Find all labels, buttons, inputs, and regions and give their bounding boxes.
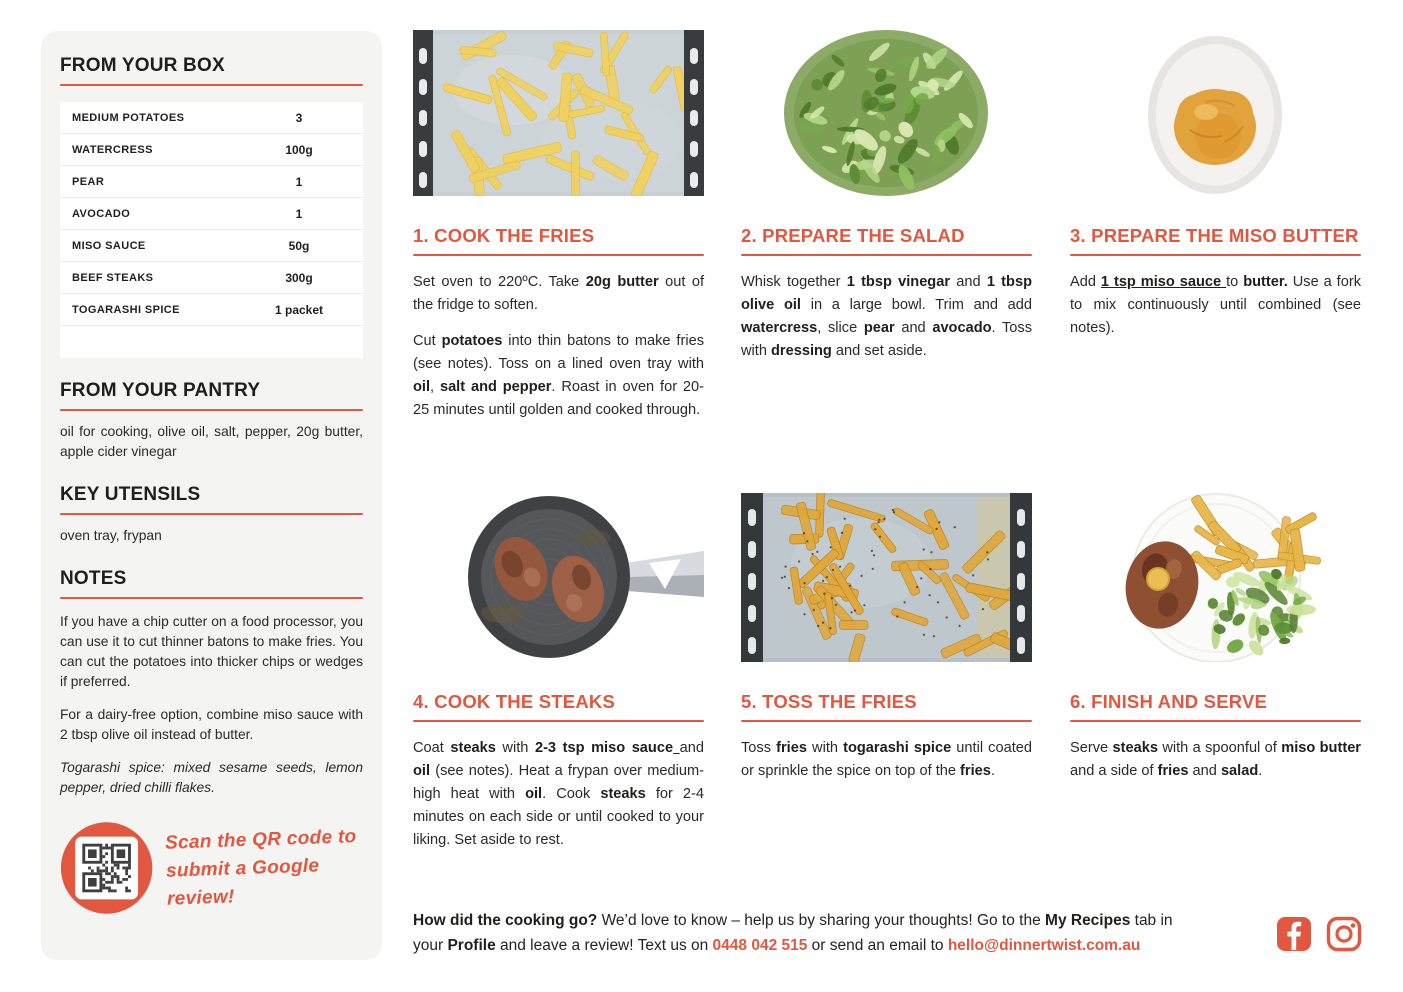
divider [60, 513, 363, 515]
email-link[interactable]: hello@dinnertwist.com.au [947, 937, 1141, 954]
text-segment: dressing [771, 343, 832, 359]
text-segment: 2-3 tsp miso sauce [534, 740, 674, 756]
text-segment: oil [525, 786, 543, 802]
text-segment: pear [863, 320, 895, 336]
text-segment: How did the cooking go? [413, 912, 598, 929]
text-segment: 1 tbsp olive oil [741, 274, 1032, 313]
ingredient-quantity: 1 [295, 174, 303, 189]
photo-salad-bowl [741, 30, 1032, 196]
instagram-icon[interactable] [1326, 916, 1362, 952]
table-row [60, 198, 363, 230]
note-paragraph: Togarashi spice: mixed sesame seeds, lemon pepper, dried chilli flakes. [60, 760, 363, 795]
text-segment: in a large bowl. Trim and add [801, 297, 1032, 313]
sidebar [41, 31, 382, 960]
text-segment: Add [1070, 274, 1101, 290]
photo-plated-dish [1070, 493, 1361, 662]
text-segment: avocado [932, 320, 992, 336]
text-segment: Cut [413, 333, 442, 349]
text-segment: fries [776, 740, 807, 756]
ingredient-quantity: 1 [295, 206, 303, 221]
text-segment: 20g butter [585, 274, 659, 290]
qr-review-block [59, 818, 382, 918]
text-segment: . Cook [542, 786, 601, 802]
photo-raw-fries-tray [413, 30, 704, 196]
step-1-cell [413, 30, 704, 435]
text-segment: or send an email to [807, 937, 948, 954]
text-segment: with [806, 740, 844, 756]
table-row [60, 294, 363, 326]
text-segment: We’d love to know – help us by sharing your thoughts! Go to the [597, 912, 1046, 929]
step-5-title: 5. TOSS THE FRIES [741, 691, 917, 712]
text-segment: . [990, 763, 995, 779]
phone-link[interactable]: 0448 042 515 [712, 937, 808, 954]
text-segment [673, 740, 680, 756]
paragraph [741, 737, 1032, 783]
divider [413, 720, 704, 722]
text-segment: to [1226, 274, 1244, 290]
text-segment: potatoes [441, 333, 503, 349]
text-segment: Set oven to 220ºC. Take [413, 274, 586, 290]
step-4-cell [413, 493, 704, 865]
qr-code-icon [59, 818, 154, 918]
text-segment: 1 tbsp vinegar [846, 274, 951, 290]
divider [60, 597, 363, 599]
ingredient-name: TOGARASHI SPICE [72, 303, 180, 316]
step-2-cell [741, 30, 1032, 376]
text-segment: . Toss with [741, 320, 1032, 359]
from-your-pantry-title: FROM YOUR PANTRY [60, 380, 261, 401]
divider [60, 409, 363, 411]
text-segment: tab in [1130, 912, 1173, 929]
text-segment: into thin batons to make fries (see notes). Toss on a lined oven tray with [413, 333, 704, 372]
paragraph [413, 271, 704, 317]
text-segment: , [430, 379, 440, 395]
step-5-instructions [741, 737, 1032, 783]
text-segment: (see notes). Heat a frypan over medium-high heat with [413, 763, 704, 802]
text-segment: your [413, 937, 448, 954]
step-6-instructions [1070, 737, 1361, 783]
divider [413, 254, 704, 256]
ingredient-name: WATERCRESS [72, 143, 153, 156]
utensils-text: oven tray, frypan [60, 528, 162, 543]
from-your-box-title: FROM YOUR BOX [60, 55, 225, 76]
ingredient-quantity: 100g [285, 142, 313, 157]
paragraph [413, 737, 704, 852]
text-segment: salad [1220, 763, 1259, 779]
photo-cooked-fries-tray [741, 493, 1032, 662]
step-3-instructions [1070, 271, 1361, 340]
text-segment: salt and pepper [439, 379, 552, 395]
text-segment: and [950, 274, 987, 290]
text-segment: and [679, 740, 705, 756]
divider [1070, 720, 1361, 722]
text-segment: oil [413, 763, 431, 779]
text-segment: for 2-4 minutes on each side or until cooked to your liking. Set aside to rest. [413, 786, 704, 848]
text-segment: butter. [1243, 274, 1288, 290]
step-3-title: 3. PREPARE THE MISO BUTTER [1070, 225, 1359, 246]
paragraph [413, 933, 1273, 958]
text-segment: , slice [817, 320, 864, 336]
divider [1070, 254, 1361, 256]
social-icons [1277, 916, 1362, 952]
ingredients-table [60, 102, 363, 358]
text-segment: 1 tsp miso sauce [1100, 274, 1227, 290]
pantry-text: oil for cooking, olive oil, salt, pepper, 20g butter, apple cider vinegar [60, 424, 363, 459]
ingredient-quantity: 3 [295, 110, 303, 125]
qr-caption [165, 822, 384, 913]
key-utensils-title: KEY UTENSILS [60, 484, 201, 505]
step-4-instructions [413, 737, 704, 852]
ingredient-quantity: 1 packet [274, 302, 324, 317]
text-segment: and a side of [1070, 763, 1158, 779]
text-segment: togarashi spice [843, 740, 952, 756]
step-6-title: 6. FINISH AND SERVE [1070, 691, 1268, 712]
table-row [60, 262, 363, 294]
photo-miso-butter-bowl [1070, 30, 1361, 196]
text-segment: Profile [447, 937, 496, 954]
text-segment: and [1188, 763, 1221, 779]
divider [741, 720, 1032, 722]
note-paragraph: For a dairy-free option, combine miso sauce with 2 tbsp olive oil instead of butter. [60, 707, 363, 742]
divider [741, 254, 1032, 256]
text-segment: with [495, 740, 535, 756]
facebook-icon[interactable] [1277, 917, 1311, 951]
ingredient-quantity: 50g [288, 238, 310, 253]
text-segment: . [1258, 763, 1263, 779]
ingredient-name: MEDIUM POTATOES [72, 111, 185, 124]
table-row [60, 134, 363, 166]
note-paragraph: If you have a chip cutter on a food processor, you can use it to cut thinner batons to make fries. You can cut the potatoes into thicker chips or wedges if preferred. [60, 614, 363, 689]
text-segment: and set aside. [831, 343, 927, 359]
step-4-title: 4. COOK THE STEAKS [413, 691, 615, 712]
notes-paragraphs [60, 612, 363, 798]
utensils-section [60, 484, 363, 546]
notes-title: NOTES [60, 568, 127, 589]
text-segment: Toss [741, 740, 777, 756]
photo-steaks-frypan [413, 493, 704, 662]
step-3-cell [1070, 30, 1361, 353]
step-5-cell [741, 493, 1032, 796]
step-6-cell [1070, 493, 1361, 796]
text-segment: and leave a review! Text us on [495, 937, 713, 954]
text-segment: fries [1157, 763, 1189, 779]
paragraph [741, 271, 1032, 363]
paragraph [1070, 271, 1361, 340]
text-segment: steaks [600, 786, 646, 802]
footer-feedback-text [413, 908, 1273, 958]
text-segment: and [894, 320, 933, 336]
qr-caption-line1: Scan the QR code to [164, 826, 358, 854]
ingredient-name: MISO SAUCE [72, 239, 146, 252]
paragraph [413, 908, 1273, 933]
ingredient-name: PEAR [72, 175, 105, 188]
ingredient-name: BEEF STEAKS [72, 271, 154, 284]
text-segment: out of the fridge to soften. [413, 274, 704, 313]
text-segment: Use a fork to mix continuously until combined (see notes). [1070, 274, 1361, 336]
notes-section [60, 568, 363, 798]
text-segment: Serve [1070, 740, 1113, 756]
table-row [60, 102, 363, 134]
text-segment: Coat [413, 740, 451, 756]
table-row [60, 166, 363, 198]
step-1-instructions [413, 271, 704, 422]
text-segment: with a spoonful of [1157, 740, 1282, 756]
text-segment: fries [960, 763, 991, 779]
ingredient-quantity: 300g [285, 270, 313, 285]
text-segment: Whisk together [741, 274, 847, 290]
table-row [60, 230, 363, 262]
step-2-title: 2. PREPARE THE SALAD [741, 225, 965, 246]
text-segment: steaks [1112, 740, 1158, 756]
text-segment: miso butter [1281, 740, 1361, 756]
text-segment: . Roast in oven for 20-25 minutes until golden and cooked through. [413, 379, 705, 418]
text-segment: until coated or sprinkle the spice on top of the [741, 740, 1032, 779]
paragraph [1070, 737, 1361, 783]
text-segment: My Recipes [1045, 912, 1131, 929]
qr-caption-line2: submit a Google review! [165, 855, 320, 910]
text-segment: watercress [741, 320, 818, 336]
ingredient-name: AVOCADO [72, 207, 131, 220]
text-segment: steaks [450, 740, 496, 756]
text-segment: oil [413, 379, 431, 395]
step-1-title: 1. COOK THE FRIES [413, 225, 595, 246]
pantry-section [60, 380, 363, 462]
divider [60, 84, 363, 86]
paragraph [413, 330, 704, 422]
step-2-instructions [741, 271, 1032, 363]
